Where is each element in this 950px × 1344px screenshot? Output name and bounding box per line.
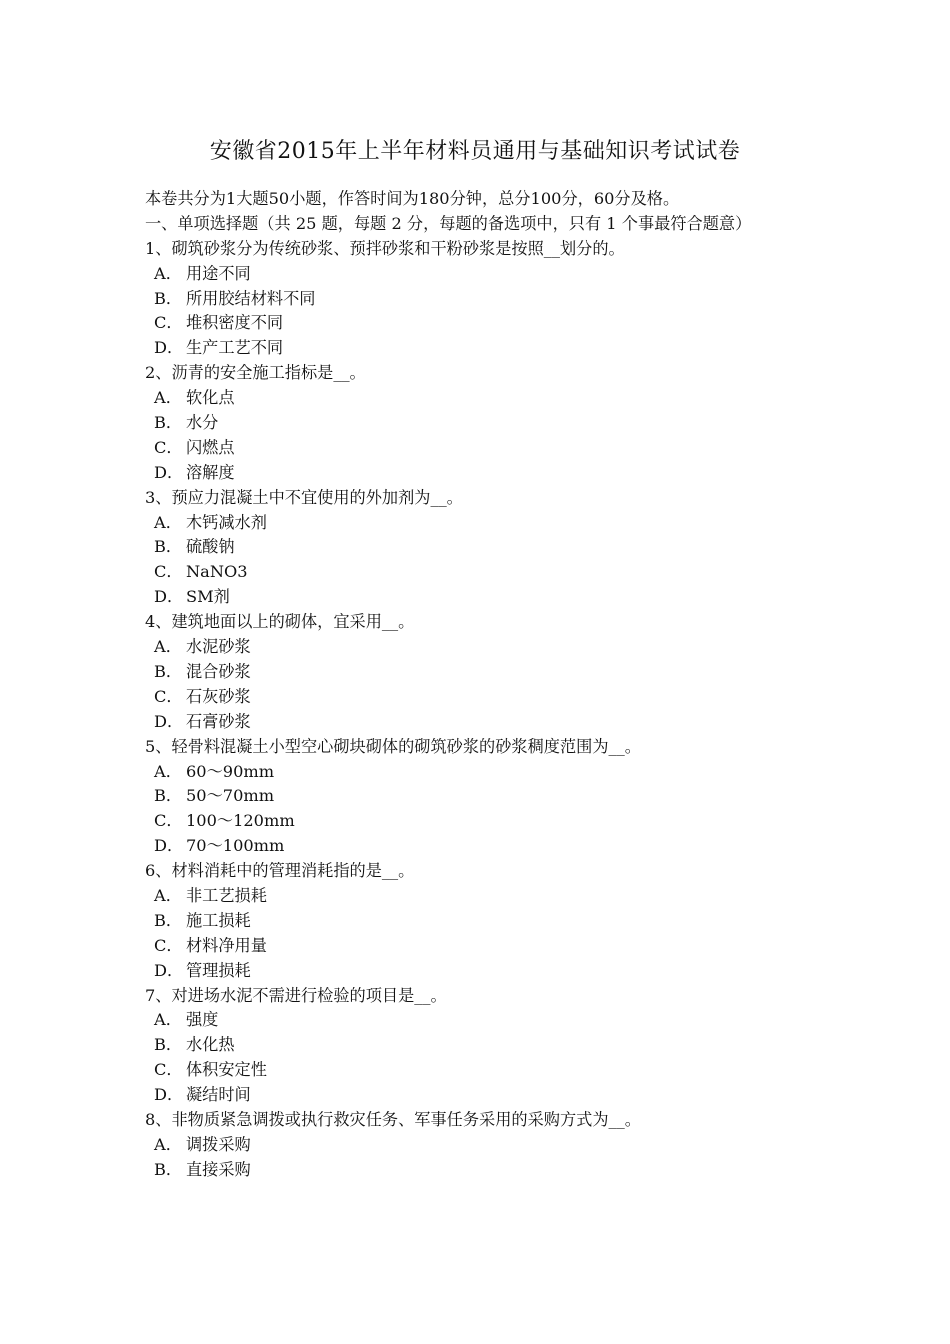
option-text: 混合砂浆 [186, 661, 251, 681]
section-heading: 一、单项选择题（共 25 题，每题 2 分，每题的备选项中，只有 1 个事最符合题意） [145, 213, 752, 233]
answer-option [145, 934, 810, 959]
option-letter: C． [154, 1060, 183, 1080]
option-letter: A． [154, 1134, 182, 1154]
option-letter: C． [154, 686, 183, 706]
option-letter: B． [154, 786, 183, 806]
option-text: NaNO3 [186, 562, 248, 582]
option-text: 材料净用量 [186, 935, 267, 955]
option-text: SM剂 [186, 587, 230, 607]
answer-option [145, 585, 810, 610]
option-text: 70～100mm [186, 836, 285, 856]
option-text: 60～90mm [186, 761, 275, 781]
option-letter: D． [154, 462, 184, 482]
answer-option [145, 436, 810, 461]
answer-option [145, 1008, 810, 1033]
intro-text: 本卷共分为1大题50小题，作答时间为180分钟，总分100分，60分及格。 [145, 189, 680, 208]
option-letter: D． [154, 338, 184, 358]
option-letter: A． [154, 885, 182, 905]
option-letter: D． [154, 1085, 184, 1105]
option-text: 闪燃点 [186, 437, 235, 457]
question-item [145, 859, 810, 983]
option-text: 凝结时间 [186, 1085, 251, 1105]
option-text: 非工艺损耗 [186, 885, 267, 905]
option-letter: A． [154, 1010, 182, 1030]
answer-option [145, 311, 810, 336]
answer-option [145, 1083, 810, 1108]
option-letter: A． [154, 388, 182, 408]
question-item [145, 237, 810, 361]
option-text: 直接采购 [186, 1159, 251, 1179]
answer-option [145, 1033, 810, 1058]
option-letter: C． [154, 437, 183, 457]
document-title: 安徽省2015年上半年材料员通用与基础知识考试试卷 [209, 139, 741, 164]
option-text: 生产工艺不同 [186, 338, 284, 358]
option-text: 强度 [186, 1010, 219, 1030]
option-letter: C． [154, 562, 183, 582]
option-letter: A． [154, 637, 182, 657]
question-text: 1、砌筑砂浆分为传统砂浆、预拌砂浆和干粉砂浆是按照__划分的。 [145, 238, 625, 258]
answer-option [145, 262, 810, 287]
question-item [145, 486, 810, 610]
option-letter: B． [154, 910, 183, 930]
answer-option [145, 336, 810, 361]
option-letter: D． [154, 960, 184, 980]
answer-option [145, 1058, 810, 1083]
option-letter: B． [154, 413, 183, 433]
answer-option [145, 884, 810, 909]
answer-option [145, 287, 810, 312]
option-text: 水化热 [186, 1035, 235, 1055]
option-letter: A． [154, 512, 182, 532]
answer-option [145, 560, 810, 585]
answer-option [145, 760, 810, 785]
question-list [145, 237, 810, 1183]
question-text: 2、沥青的安全施工指标是__。 [145, 363, 366, 383]
option-text: 施工损耗 [186, 910, 251, 930]
option-letter: C． [154, 313, 183, 333]
option-letter: D． [154, 836, 184, 856]
option-text: 木钙减水剂 [186, 512, 267, 532]
question-item [145, 1108, 810, 1183]
answer-option [145, 1133, 810, 1158]
answer-option [145, 959, 810, 984]
option-text: 硫酸钠 [186, 537, 235, 557]
option-letter: D． [154, 587, 184, 607]
option-letter: B． [154, 288, 183, 308]
option-letter: B． [154, 537, 183, 557]
answer-option [145, 660, 810, 685]
answer-option [145, 784, 810, 809]
option-letter: C． [154, 811, 183, 831]
option-text: 50～70mm [186, 786, 275, 806]
option-text: 管理损耗 [186, 960, 251, 980]
answer-option [145, 411, 810, 436]
question-item [145, 361, 810, 485]
option-text: 体积安定性 [186, 1060, 267, 1080]
option-text: 石灰砂浆 [186, 686, 251, 706]
question-text: 6、材料消耗中的管理消耗指的是__。 [145, 861, 415, 881]
question-item [145, 984, 810, 1108]
question-text: 5、轻骨料混凝土小型空心砌块砌体的砌筑砂浆的砂浆稠度范围为__。 [145, 736, 641, 756]
question-item [145, 610, 810, 734]
question-text: 7、对进场水泥不需进行检验的项目是__。 [145, 985, 447, 1005]
option-text: 所用胶结材料不同 [186, 288, 316, 308]
option-letter: B． [154, 1035, 183, 1055]
question-text: 8、非物质紧急调拨或执行救灾任务、军事任务采用的采购方式为__。 [145, 1109, 641, 1129]
option-text: 水泥砂浆 [186, 637, 251, 657]
question-text: 3、预应力混凝土中不宜使用的外加剂为__。 [145, 487, 463, 507]
question-item [145, 735, 810, 859]
answer-option [145, 461, 810, 486]
option-text: 软化点 [186, 388, 235, 408]
option-letter: D． [154, 711, 184, 731]
answer-option [145, 834, 810, 859]
answer-option [145, 511, 810, 536]
option-text: 100～120mm [186, 811, 295, 831]
answer-option [145, 909, 810, 934]
answer-option [145, 685, 810, 710]
answer-option [145, 535, 810, 560]
answer-option [145, 809, 810, 834]
option-text: 溶解度 [186, 462, 235, 482]
answer-option [145, 635, 810, 660]
option-letter: A． [154, 761, 182, 781]
option-text: 水分 [186, 413, 219, 433]
option-text: 石膏砂浆 [186, 711, 251, 731]
option-letter: A． [154, 263, 182, 283]
option-text: 调拨采购 [186, 1134, 251, 1154]
option-text: 堆积密度不同 [186, 313, 284, 333]
document-body [145, 187, 810, 1183]
option-letter: C． [154, 935, 183, 955]
answer-option [145, 386, 810, 411]
answer-option [145, 1158, 810, 1183]
question-text: 4、建筑地面以上的砌体，宜采用__。 [145, 612, 415, 632]
option-letter: B． [154, 661, 183, 681]
option-text: 用途不同 [186, 263, 251, 283]
option-letter: B． [154, 1159, 183, 1179]
answer-option [145, 710, 810, 735]
